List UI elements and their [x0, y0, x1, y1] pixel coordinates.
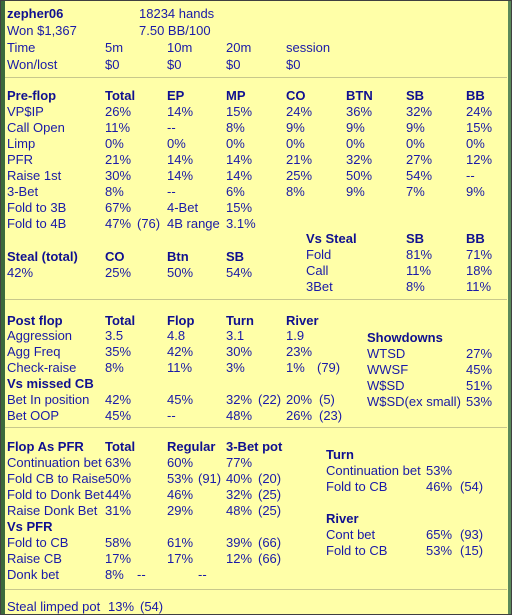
- postflop-cell: 3.5: [105, 328, 124, 343]
- postflop-row-label: Check-raise: [7, 360, 77, 375]
- wonlost-col: $0: [286, 57, 301, 72]
- vs-pfr-cell: 39%: [226, 535, 253, 550]
- turn-header: Turn: [326, 447, 354, 462]
- postflop-row-label: Agg Freq: [7, 344, 61, 359]
- postflop-row-label: Bet OOP: [7, 408, 60, 423]
- preflop-cell: 9%: [466, 184, 485, 199]
- preflop-cell: 15%: [226, 200, 253, 215]
- preflop-row-label: VP$IP: [7, 104, 44, 119]
- postflop-cell: 11%: [167, 360, 193, 375]
- postflop-cell: 26%: [286, 408, 313, 423]
- preflop-cell: 11%: [105, 120, 131, 135]
- preflop-row-label: Call Open: [7, 120, 65, 135]
- flop-pfr-row-label: Fold to Donk Bet: [7, 487, 104, 502]
- vs-pfr-cell: 17%: [167, 551, 194, 566]
- preflop-row-label: Fold to 3B: [7, 200, 67, 215]
- turn-cell: (54): [460, 479, 484, 494]
- showdowns-header: Showdowns: [367, 330, 443, 345]
- postflop-cell: 30%: [226, 344, 253, 359]
- hand-count: 18234 hands: [139, 6, 215, 21]
- flop-pfr-cell: 40%: [226, 471, 253, 486]
- steal-cell: 50%: [167, 265, 194, 280]
- divider: [5, 77, 507, 78]
- time-col: 20m: [226, 40, 252, 55]
- preflop-col-header: EP: [167, 88, 185, 103]
- vs-steal-cell: 81%: [406, 247, 433, 262]
- steal-cell: 25%: [105, 265, 132, 280]
- vs-pfr-cell: --: [198, 567, 207, 582]
- time-col: session: [286, 40, 331, 55]
- river-cell: 65%: [426, 527, 453, 542]
- preflop-cell: 0%: [346, 136, 365, 151]
- preflop-cell: 47%: [105, 216, 132, 231]
- flop-pfr-cell: 53%: [167, 471, 194, 486]
- postflop-cell: 3.1: [226, 328, 245, 343]
- flop-pfr-cell: 50%: [105, 471, 132, 486]
- flop-pfr-row-label: Fold CB to Raise: [7, 471, 106, 486]
- vs-steal-row-label: 3Bet: [306, 279, 333, 294]
- preflop-cell: 32%: [406, 104, 433, 119]
- vs-steal-cell: 18%: [466, 263, 493, 278]
- showdown-row-label: WTSD: [367, 346, 406, 361]
- preflop-cell: 0%: [167, 136, 186, 151]
- preflop-cell: 25%: [286, 168, 313, 183]
- postflop-cell: 42%: [167, 344, 194, 359]
- preflop-col-header: Total: [105, 88, 136, 103]
- showdown-row-label: WWSF: [367, 362, 409, 377]
- vs-steal-cell: 71%: [466, 247, 493, 262]
- preflop-cell: 4-Bet: [167, 200, 199, 215]
- postflop-cell: 20%: [286, 392, 313, 407]
- preflop-cell: 8%: [286, 184, 305, 199]
- steal-cell: 42%: [7, 265, 34, 280]
- vs-pfr-cell: --: [137, 567, 146, 582]
- preflop-cell: --: [167, 120, 176, 135]
- flop-pfr-col-header: Total: [105, 439, 136, 454]
- postflop-cell: 45%: [105, 408, 132, 423]
- preflop-row-label: Raise 1st: [7, 168, 62, 183]
- preflop-cell: 32%: [346, 152, 373, 167]
- vs-steal-cell: 11%: [406, 263, 432, 278]
- preflop-cell: 9%: [346, 120, 365, 135]
- flop-pfr-col-header: Regular: [167, 439, 216, 454]
- wonlost-col: $0: [167, 57, 182, 72]
- river-header: River: [326, 511, 359, 526]
- wonlost-col: $0: [105, 57, 120, 72]
- flop-pfr-cell: 60%: [167, 455, 194, 470]
- river-cell: (15): [460, 543, 484, 558]
- preflop-cell: 21%: [286, 152, 313, 167]
- vs-pfr-header: Vs PFR: [7, 519, 53, 534]
- vs-pfr-cell: (66): [258, 551, 282, 566]
- vs-pfr-cell: 61%: [167, 535, 194, 550]
- divider: [5, 589, 507, 590]
- preflop-cell: 15%: [226, 104, 253, 119]
- preflop-header: Pre-flop: [7, 88, 57, 103]
- preflop-cell: 14%: [167, 168, 194, 183]
- preflop-cell: 26%: [105, 104, 132, 119]
- preflop-cell: 0%: [406, 136, 425, 151]
- vs-pfr-cell: 8%: [105, 567, 124, 582]
- bb-per-100: 7.50 BB/100: [139, 23, 211, 38]
- preflop-cell: 0%: [286, 136, 305, 151]
- postflop-cell: (79): [317, 360, 341, 375]
- time-col: 5m: [105, 40, 124, 55]
- wonlost-col: $0: [226, 57, 241, 72]
- showdown-cell: 51%: [466, 378, 493, 393]
- preflop-col-header: SB: [406, 88, 425, 103]
- preflop-cell: 9%: [346, 184, 365, 199]
- preflop-cell: 14%: [167, 104, 194, 119]
- divider: [5, 299, 507, 300]
- preflop-cell: 15%: [466, 120, 493, 135]
- preflop-cell: (76): [137, 216, 161, 231]
- turn-cell: 53%: [426, 463, 453, 478]
- flop-pfr-header: Flop As PFR: [7, 439, 84, 454]
- preflop-cell: 21%: [105, 152, 132, 167]
- postflop-cell: (22): [258, 392, 282, 407]
- vs-pfr-cell: 17%: [105, 551, 132, 566]
- showdown-cell: 53%: [466, 394, 493, 409]
- postflop-cell: 8%: [105, 360, 124, 375]
- vs-pfr-row-label: Donk bet: [7, 567, 60, 582]
- player-name: zepher06: [7, 6, 64, 21]
- postflop-row-label: Aggression: [7, 328, 73, 343]
- postflop-col-header: Turn: [226, 313, 254, 328]
- postflop-cell: 45%: [167, 392, 194, 407]
- flop-pfr-cell: 44%: [105, 487, 132, 502]
- preflop-cell: 50%: [346, 168, 373, 183]
- flop-pfr-row-label: Raise Donk Bet: [7, 503, 98, 518]
- steal-col-header: Btn: [167, 249, 189, 264]
- river-row-label: Cont bet: [326, 527, 376, 542]
- vs-pfr-row-label: Raise CB: [7, 551, 62, 566]
- preflop-cell: 14%: [226, 152, 253, 167]
- turn-cell: 46%: [426, 479, 453, 494]
- vs-pfr-row-label: Fold to CB: [7, 535, 69, 550]
- preflop-col-header: BB: [466, 88, 485, 103]
- flop-pfr-cell: 29%: [167, 503, 194, 518]
- steal-col-header: SB: [226, 249, 245, 264]
- vs-steal-row-label: Call: [306, 263, 329, 278]
- flop-pfr-cell: (25): [258, 503, 282, 518]
- flop-pfr-cell: (25): [258, 487, 282, 502]
- preflop-cell: --: [167, 184, 176, 199]
- preflop-cell: 0%: [466, 136, 485, 151]
- flop-pfr-cell: 31%: [105, 503, 132, 518]
- steal-col-header: CO: [105, 249, 125, 264]
- flop-pfr-cell: 48%: [226, 503, 253, 518]
- flop-pfr-col-header: 3-Bet pot: [226, 439, 283, 454]
- steal-cell: 54%: [226, 265, 253, 280]
- vs-pfr-cell: (66): [258, 535, 282, 550]
- preflop-col-header: CO: [286, 88, 306, 103]
- postflop-cell: (5): [319, 392, 335, 407]
- steal-limped-cell: (54): [140, 599, 164, 614]
- preflop-cell: 9%: [406, 120, 425, 135]
- time-col: 10m: [167, 40, 193, 55]
- preflop-cell: 30%: [105, 168, 132, 183]
- preflop-row-label: Limp: [7, 136, 36, 151]
- vs-steal-col-header: BB: [466, 231, 485, 246]
- postflop-cell: 48%: [226, 408, 253, 423]
- vs-steal-header: Vs Steal: [306, 231, 357, 246]
- flop-pfr-cell: (91): [198, 471, 222, 486]
- wonlost-label: Won/lost: [7, 57, 58, 72]
- right-frame-strip: [508, 1, 511, 614]
- won-amount: Won $1,367: [7, 23, 77, 38]
- preflop-cell: 0%: [226, 136, 245, 151]
- showdown-row-label: W$SD(ex small): [367, 394, 461, 409]
- showdown-row-label: W$SD: [367, 378, 405, 393]
- preflop-cell: 67%: [105, 200, 132, 215]
- postflop-cell: 1%: [286, 360, 305, 375]
- steal-header: Steal (total): [7, 249, 78, 264]
- postflop-col-header: Total: [105, 313, 136, 328]
- steal-limped-label: Steal limped pot: [7, 599, 101, 614]
- preflop-row-label: Fold to 4B: [7, 216, 67, 231]
- left-frame-strip: [1, 1, 5, 614]
- postflop-cell: --: [167, 408, 176, 423]
- postflop-cell: (23): [319, 408, 343, 423]
- postflop-cell: 4.8: [167, 328, 186, 343]
- time-label: Time: [7, 40, 36, 55]
- flop-pfr-cell: 77%: [226, 455, 253, 470]
- postflop-cell: 42%: [105, 392, 132, 407]
- preflop-cell: 9%: [286, 120, 305, 135]
- river-cell: (93): [460, 527, 484, 542]
- preflop-col-header: BTN: [346, 88, 373, 103]
- postflop-cell: 35%: [105, 344, 132, 359]
- postflop-col-header: River: [286, 313, 319, 328]
- postflop-row-label: Bet In position: [7, 392, 90, 407]
- preflop-cell: 0%: [105, 136, 124, 151]
- postflop-cell: 23%: [286, 344, 313, 359]
- preflop-cell: 14%: [226, 168, 253, 183]
- preflop-cell: --: [466, 168, 475, 183]
- river-row-label: Fold to CB: [326, 543, 388, 558]
- vs-missed-cb-header: Vs missed CB: [7, 376, 94, 391]
- showdown-cell: 45%: [466, 362, 493, 377]
- divider: [5, 427, 507, 428]
- flop-pfr-cell: 63%: [105, 455, 132, 470]
- preflop-cell: 4B range: [167, 216, 220, 231]
- preflop-cell: 12%: [466, 152, 493, 167]
- flop-pfr-row-label: Continuation bet: [7, 455, 102, 470]
- postflop-cell: 3%: [226, 360, 245, 375]
- preflop-cell: 54%: [406, 168, 433, 183]
- vs-steal-col-header: SB: [406, 231, 425, 246]
- flop-pfr-cell: (20): [258, 471, 282, 486]
- river-cell: 53%: [426, 543, 453, 558]
- preflop-cell: 14%: [167, 152, 194, 167]
- preflop-cell: 24%: [466, 104, 493, 119]
- postflop-cell: 1.9: [286, 328, 305, 343]
- vs-steal-cell: 8%: [406, 279, 425, 294]
- preflop-cell: 7%: [406, 184, 425, 199]
- preflop-cell: 27%: [406, 152, 433, 167]
- postflop-cell: 32%: [226, 392, 253, 407]
- turn-row-label: Fold to CB: [326, 479, 388, 494]
- preflop-row-label: PFR: [7, 152, 33, 167]
- preflop-cell: 24%: [286, 104, 313, 119]
- vs-steal-cell: 11%: [466, 279, 492, 294]
- preflop-cell: 8%: [226, 120, 245, 135]
- vs-pfr-cell: 12%: [226, 551, 253, 566]
- turn-row-label: Continuation bet: [326, 463, 421, 478]
- flop-pfr-cell: 32%: [226, 487, 253, 502]
- preflop-cell: 8%: [105, 184, 124, 199]
- preflop-cell: 6%: [226, 184, 245, 199]
- preflop-cell: 3.1%: [226, 216, 256, 231]
- showdown-cell: 27%: [466, 346, 493, 361]
- postflop-header: Post flop: [7, 313, 63, 328]
- flop-pfr-cell: 46%: [167, 487, 194, 502]
- preflop-row-label: 3-Bet: [7, 184, 39, 199]
- vs-pfr-cell: 58%: [105, 535, 132, 550]
- preflop-col-header: MP: [226, 88, 246, 103]
- preflop-cell: 36%: [346, 104, 373, 119]
- steal-limped-cell: 13%: [108, 599, 135, 614]
- vs-steal-row-label: Fold: [306, 247, 332, 262]
- postflop-col-header: Flop: [167, 313, 195, 328]
